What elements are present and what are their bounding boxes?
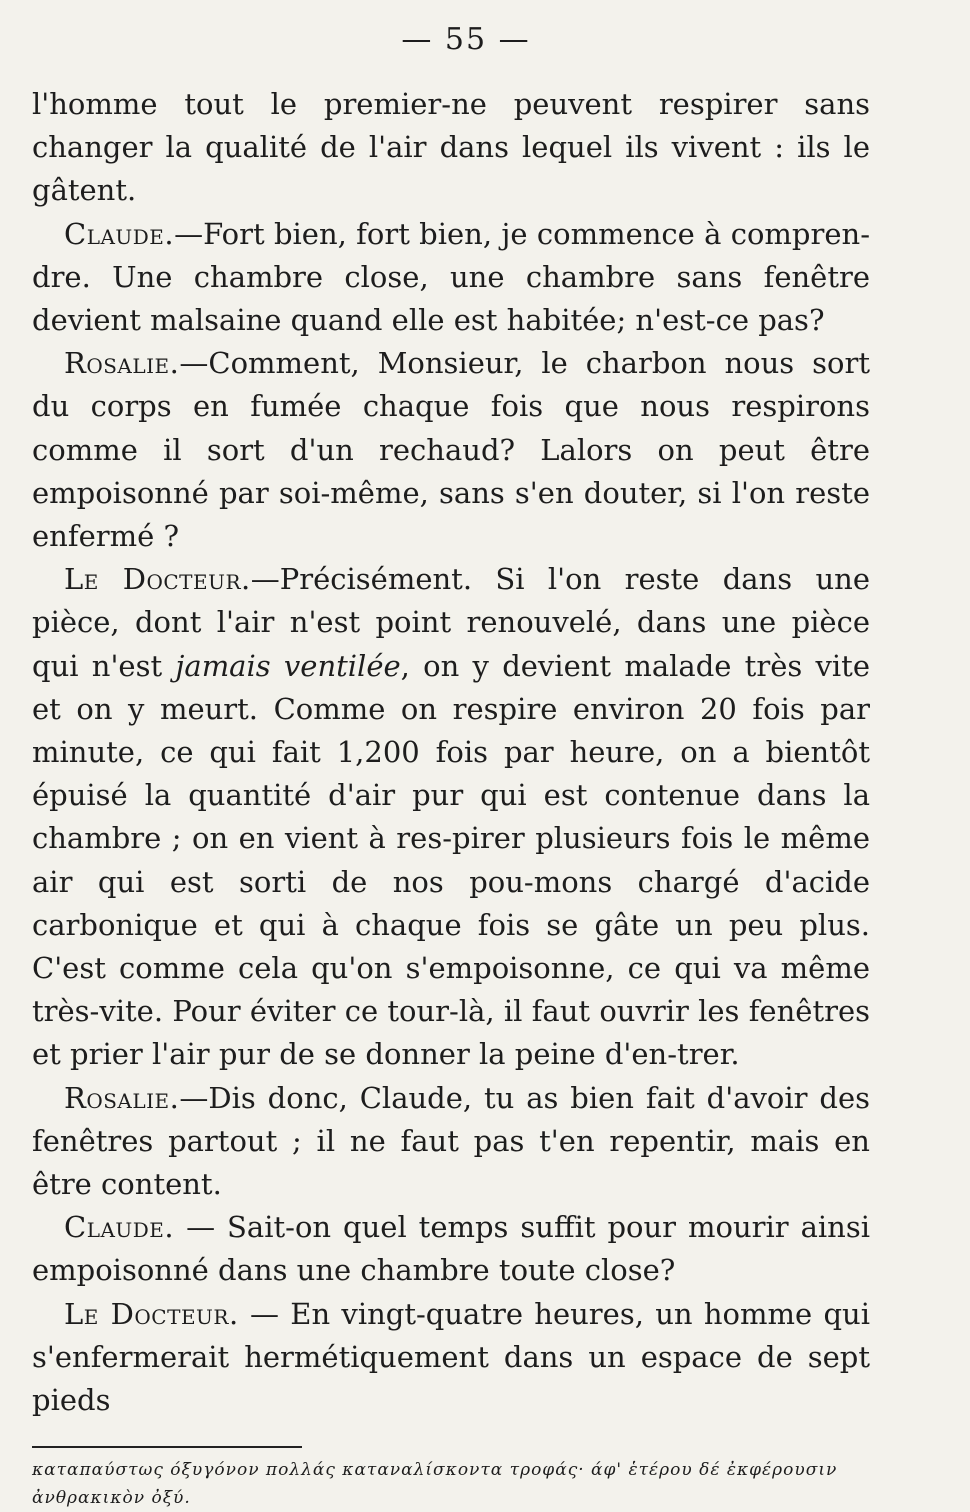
paragraph-continuation xyxy=(32,83,870,213)
dialogue-rosalie-2 xyxy=(32,1077,870,1207)
footnote-text: καταπαύστως όξυγόνον πολλάς καταναλίσκοντα τροφάς· άφ' ἑτέρου δέ ἐκφέρουσιν ἀνθρακικὸν ὀξύ. xyxy=(32,1460,838,1509)
paragraph-text: — Sait-on quel temps suffit pour mourir ainsi empoisonné dans une chambre toute close? xyxy=(32,1210,870,1288)
paragraph-text: —Précisément. Si l'on reste dans une pièce, dont l'air n'est point renouvelé, dans une pièce qui n'est xyxy=(32,562,870,683)
paragraph-text: — En vingt-quatre heures, un homme qui s'enfermerait hermétiquement dans un espace de sept pieds xyxy=(32,1296,870,1418)
paragraph-text: l'homme tout le premier-ne peuvent respirer sans changer la qualité de l'air dans lequel ils vivent : ils le gâtent. xyxy=(32,87,870,208)
page-number: — 55 — xyxy=(401,22,531,57)
speaker-name: Le Docteur. xyxy=(64,1296,239,1331)
speaker-name: Le Docteur. xyxy=(64,562,251,597)
footnote-divider xyxy=(32,1446,302,1448)
paragraph-text: , on y devient malade très vite et on y meurt. Comme on respire environ 20 fois par minute, ce qui fait 1,200 fois par heure, on a bientôt épuisé la quantité d'air pur qui est contenue dans la chambre ; on en vient à res-pirer plusieurs fois le même air qui est sorti de nos pou-mons chargé d'acide carbonique et qui à chaque fois se gâte un peu plus. C'est comme cela qu'on s'empoisonne, ce qui va même très-vite. Pour éviter ce tour-là, il faut ouvrir les fenêtres et prier l'air pur de se donner la peine d'en-trer. xyxy=(32,648,870,1072)
paragraph-text: —Fort bien, fort bien, je commence à compren-dre. Une chambre close, une chambre sans fenêtre devient malsaine quand elle est habitée; n'est-ce pas? xyxy=(32,216,870,338)
paragraph-text: —Dis donc, Claude, tu as bien fait d'avoir des fenêtres partout ; il ne faut pas t'en repentir, mais en être content. xyxy=(32,1080,870,1202)
dialogue-claude-2 xyxy=(32,1206,870,1292)
dialogue-rosalie-1 xyxy=(32,342,870,558)
speaker-name: Rosalie. xyxy=(64,1080,180,1115)
speaker-name: Claude. xyxy=(64,216,175,251)
body-text xyxy=(32,83,870,1422)
paragraph-text: —Comment, Monsieur, le charbon nous sort du corps en fumée chaque fois que nous respirons comme il sort d'un rechaud? Lalors on peut être empoisonné par soi-même, sans s'en douter, si l'on reste enfermé ? xyxy=(32,346,870,554)
dialogue-docteur-1 xyxy=(32,558,870,1076)
emphasis-text: jamais ventilée xyxy=(175,648,401,683)
speaker-name: Rosalie. xyxy=(64,346,180,381)
dialogue-claude-1 xyxy=(32,213,870,343)
dialogue-docteur-2 xyxy=(32,1293,870,1423)
speaker-name: Claude. xyxy=(64,1210,175,1245)
